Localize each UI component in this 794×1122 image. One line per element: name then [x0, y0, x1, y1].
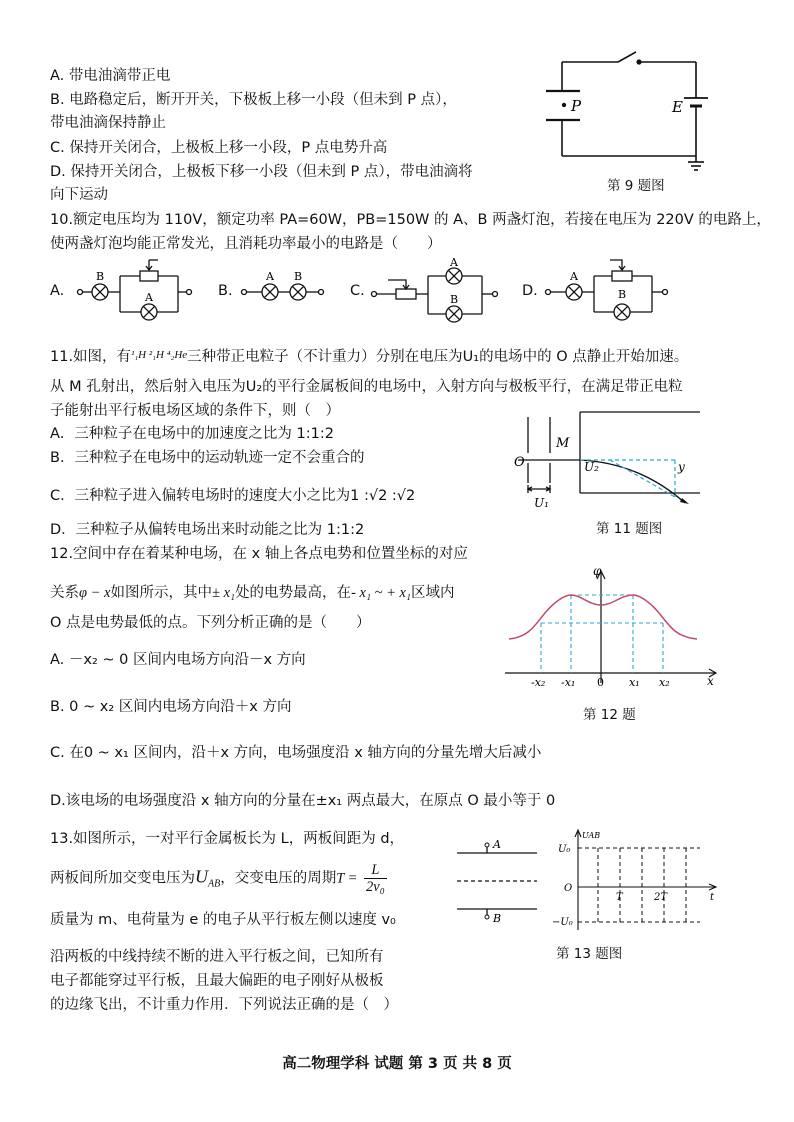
q12-option-c: C. 在0 ~ x₁ 区间内，沿＋x 方向，电场强度沿 x 轴方向的分量先增大后减小 [50, 745, 542, 761]
q10-c-lamp-a: A [450, 256, 458, 269]
q11-line3: 子能射出平行板电场区域的条件下，则（ ） [50, 403, 340, 419]
q11-option-c: C．三种粒子进入偏转电场时的速度大小之比为1 :√2 :√2 [50, 488, 416, 504]
q13-label-a: A [493, 838, 501, 851]
q12-label-o: 0 [597, 676, 604, 689]
q13-line3: 质量为 m、电荷量为 e 的电子从平行板左侧以速度 v₀ [50, 912, 396, 928]
q9-label-e: E [672, 98, 683, 116]
q12-phi-x: φ − x [79, 585, 111, 601]
q10-circuit-c [366, 258, 506, 328]
q12-label-x2: x₂ [659, 676, 670, 689]
q10-option-b-label: B. [218, 283, 233, 299]
q13-uab: U [195, 866, 208, 887]
q12-option-b: B. 0 ~ x₂ 区间内电场方向沿＋x 方向 [50, 699, 292, 715]
q11-line1-start: 11.如图，有 [50, 349, 132, 365]
q11-option-d: D．三种粒子从偏转电场出来时动能之比为 1:1:2 [50, 522, 365, 538]
q10-option-a-label: A. [50, 283, 65, 299]
q11-label-o: O [514, 455, 525, 470]
q13-voltage-graph [550, 826, 720, 936]
q13-graph-label-o: O [564, 883, 573, 894]
q12-line2-a: 关系 [50, 585, 79, 601]
q12-line3: O 点是电势最低的点。下列分析正确的是（ ） [50, 615, 371, 631]
q11-line1 [50, 345, 688, 367]
q13-graph-label-neg-u0: −U₀ [552, 917, 573, 928]
q13-line2-a: 两板间所加交变电压为 [50, 870, 195, 887]
q13-line2 [50, 862, 387, 895]
q13-period-lhs: T = [336, 870, 358, 887]
q11-deflection-figure [510, 405, 710, 515]
q9-option-d-line1: D. 保持开关闭合，上极板下移一小段（但未到 P 点），带电油滴将 [50, 164, 473, 180]
q12-pm-x1: ± x₁ [212, 585, 236, 601]
q10-option-d-label: D. [522, 283, 538, 299]
q12-label-neg-x1: -x₁ [561, 676, 576, 689]
q10-d-lamp-a: A [570, 270, 578, 283]
q10-d-lamp-b: B [618, 288, 627, 301]
q10-line2: 使两盏灯泡均能正常发光，且消耗功率最小的电路是（ ） [50, 236, 442, 252]
q13-graph-label-u0: U₀ [558, 844, 571, 855]
q12-option-a: A. －x₂ ~ 0 区间内电场方向沿－x 方向 [50, 652, 306, 668]
q11-option-b: B．三种粒子在电场中的运动轨迹一定不会重合的 [50, 450, 365, 466]
q12-line2-c: 处的电势最高，在 [235, 585, 352, 601]
q13-line1: 13.如图所示，一对平行金属板长为 L，两板间距为 d， [50, 831, 405, 847]
q12-label-x1: x₁ [629, 676, 640, 689]
q12-potential-graph [505, 565, 725, 690]
q10-c-lamp-b: B [450, 293, 459, 306]
q11-line1-end: 三种带正电粒子（不计重力）分别在电压为U₁的电场中的 O 点静止开始加速。 [187, 349, 689, 365]
q11-figure-caption: 第 11 题图 [596, 521, 663, 537]
q11-label-u1: U₁ [534, 496, 549, 510]
q12-line1: 12.空间中存在着某种电场，在 x 轴上各点电势和位置坐标的对应 [50, 546, 468, 562]
q9-option-b-line2: 带电油滴保持静止 [50, 115, 166, 131]
q11-label-u2: U₂ [584, 460, 599, 474]
q11-nuclides: ¹₁H ²₁H ⁴₂He [131, 349, 188, 361]
q13-period-denominator: 2v₀ [366, 879, 385, 895]
q11-label-y: y [678, 460, 685, 474]
q10-a-lamp-a: A [145, 291, 153, 304]
q10-b-lamp-a: A [266, 270, 274, 283]
q10-option-c-label: C. [350, 283, 365, 299]
q12-line2 [50, 583, 454, 603]
q13-line6: 的边缘飞出，不计重力作用．下列说法正确的是（ ） [50, 997, 398, 1013]
q13-line2-b: ，交变电压的周期 [220, 870, 337, 887]
q13-graph-label-t: T [616, 892, 623, 903]
q10-circuit-b [236, 268, 336, 308]
q9-figure-caption: 第 9 题图 [607, 178, 665, 194]
q13-label-b: B [493, 912, 502, 925]
q9-label-p: P [571, 97, 582, 115]
q9-option-b-line1: B. 电路稳定后，断开开关，下极板上移一小段（但未到 P 点）， [50, 92, 457, 108]
q12-label-neg-x2: -x₂ [531, 676, 546, 689]
q11-label-m: M [556, 436, 570, 451]
q9-option-c: C. 保持开关闭合，上极板上移一小段，P 点电势升高 [50, 140, 388, 156]
page-footer: 高二物理学科 试题 第 3 页 共 8 页 [282, 1056, 512, 1072]
q13-graph-label-2t: 2T [654, 892, 668, 903]
q11-line2: 从 M 孔射出，然后射入电压为U₂的平行金属板间的电场中，入射方向与极板平行，在满足带正电粒 [50, 379, 683, 395]
q10-circuit-a [68, 256, 198, 326]
q12-line2-d: 区域内 [410, 585, 455, 601]
q13-figure-caption: 第 13 题图 [556, 946, 623, 962]
q11-option-a: A．三种粒子在电场中的加速度之比为 1:1:2 [50, 426, 334, 442]
q10-line1: 10.额定电压均为 110V，额定功率 PA=60W，PB=150W 的 A、B 两盏灯泡，若接在电压为 220V 的电路上， [50, 212, 771, 228]
q13-graph-axis-t: t [710, 892, 715, 903]
q10-a-lamp-b: B [96, 270, 105, 283]
q13-uab-sub: AB [208, 878, 221, 890]
q9-option-a: A. 带电油滴带正电 [50, 68, 171, 84]
q10-b-lamp-b: B [294, 270, 303, 283]
q12-label-phi: φ [593, 564, 602, 578]
q9-option-d-line2: 向下运动 [50, 187, 108, 203]
q9-circuit-figure [540, 48, 720, 180]
q10-circuit-d [540, 256, 680, 326]
q12-label-x: x [707, 674, 714, 688]
q12-figure-caption: 第 12 题 [583, 707, 636, 723]
q13-period-fraction [364, 862, 387, 895]
q12-option-d: D.该电场的电场强度沿 x 轴方向的分量在±x₁ 两点最大，在原点 O 最小等于 0 [50, 793, 556, 809]
q13-line4: 沿两板的中线持续不断的进入平行板之间，已知所有 [50, 949, 384, 965]
q13-graph-label-uab: UAB [582, 831, 601, 840]
q13-plates-figure [455, 836, 545, 931]
q12-line2-b: 如图所示，其中 [110, 585, 212, 601]
q12-range: - x₁ ~ + x₁ [351, 585, 411, 601]
q13-period-numerator: L [364, 862, 387, 879]
q13-line5: 电子都能穿过平行板，且最大偏距的电子刚好从极板 [50, 973, 384, 989]
